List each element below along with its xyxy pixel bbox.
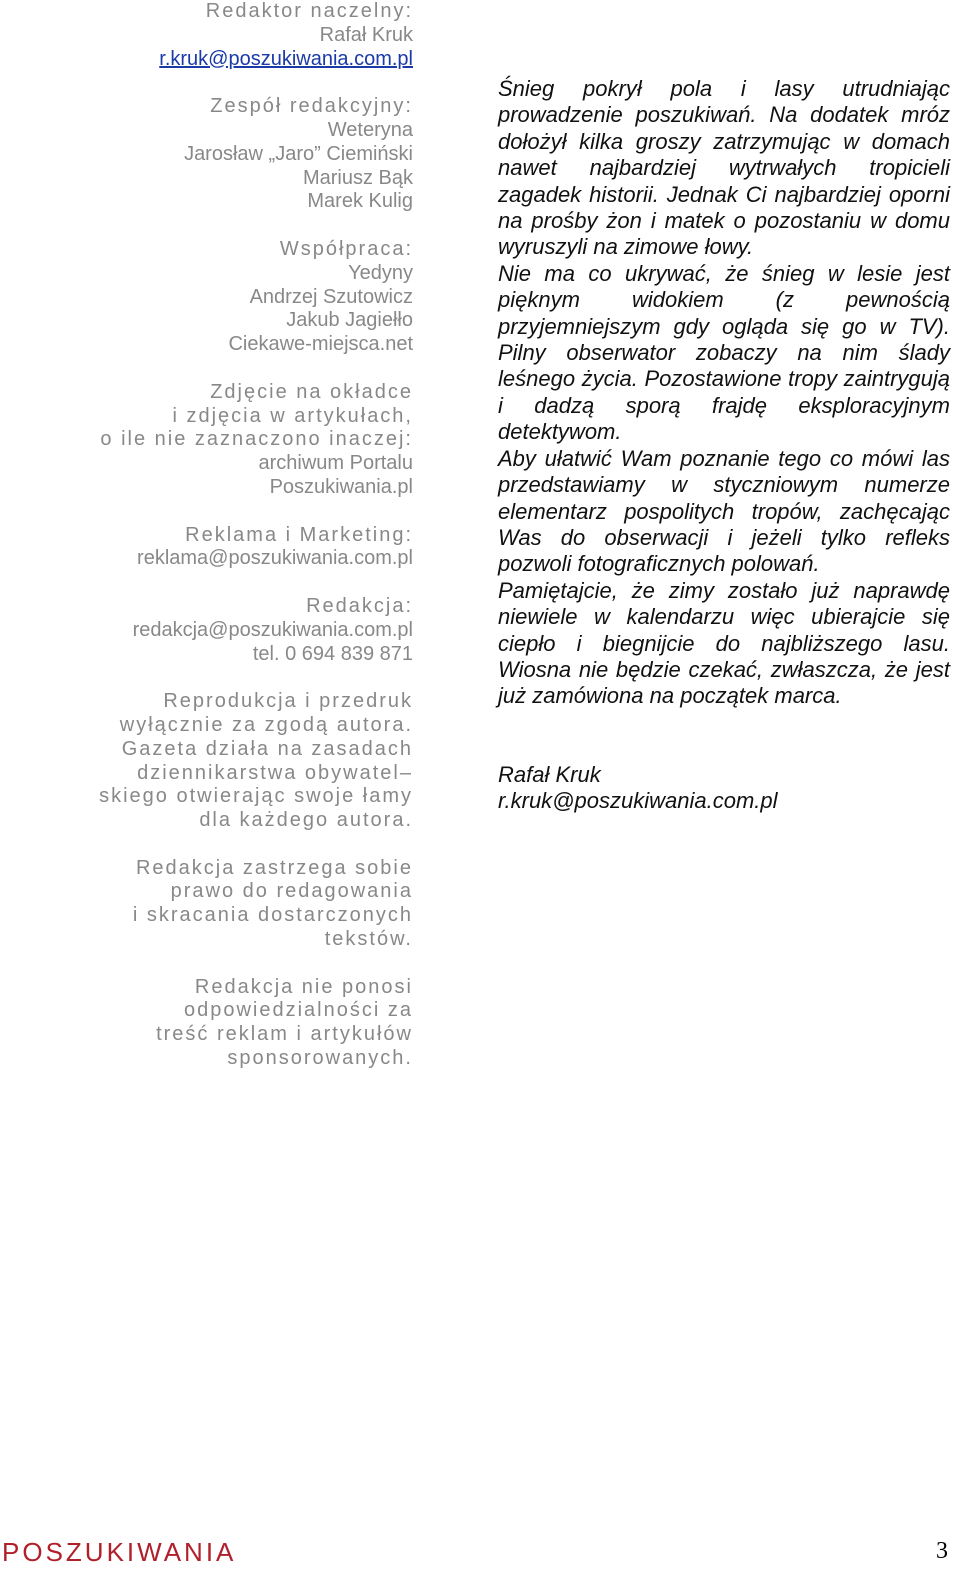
reprint-line: skiego otwierając swoje łamy	[99, 785, 413, 808]
liability-line: treść reklam i artykułów	[156, 1023, 413, 1046]
office-phone: tel. 0 694 839 871	[252, 642, 413, 665]
reprint-line: dla każdego autora.	[199, 809, 413, 832]
team-member: Marek Kulig	[307, 190, 413, 213]
editor-label: Redaktor naczelny:	[205, 0, 413, 22]
editing-line: prawo do redagowania	[170, 880, 413, 903]
masthead	[60, 0, 413, 1095]
cooperation-label: Współpraca:	[279, 237, 413, 260]
photo-label-line: o ile nie zaznaczono inaczej:	[100, 428, 413, 451]
office-email: redakcja@poszukiwania.com.pl	[132, 618, 413, 641]
masthead-liability	[60, 976, 413, 1071]
editorial-paragraph: Nie ma co ukrywać, że śnieg w lesie jest pięknym widokiem (z pewnością przyjemniejszym gdy ogląda się go w TV). Pilny obserwator zobaczy na nim ślady leśnego życia. Pozostawione tropy zaintrygują i dadzą sporą frajdę eksploracyjnym detektywom.	[498, 260, 950, 445]
liability-line: sponsorowanych.	[227, 1047, 413, 1070]
editor-name: Rafał Kruk	[319, 23, 413, 46]
editing-line: i skracania dostarczonych	[132, 904, 413, 927]
team-member: Jarosław „Jaro” Ciemiński	[184, 142, 413, 165]
editing-line: tekstów.	[324, 928, 413, 951]
footer-brand: POSZUKIWANIA	[2, 1537, 237, 1567]
masthead-editor	[60, 0, 413, 71]
masthead-team	[60, 95, 413, 214]
editorial-paragraph: Pamiętajcie, że zimy zostało już naprawdę niewiele w kalendarzu więc ubierajcie się ciepło i biegnijcie do najbliższego lasu. Wiosna nie będzie czekać, zwłaszcza, że jest już zamówiona na początek marca.	[498, 577, 950, 709]
cooperation-member: Yedyny	[348, 261, 413, 284]
signature-email: r.kruk@poszukiwania.com.pl	[498, 788, 778, 814]
masthead-cooperation	[60, 238, 413, 357]
photo-label-line: i zdjęcia w artykułach,	[172, 404, 413, 427]
ads-label: Reklama i Marketing:	[185, 523, 413, 546]
team-member: Weteryna	[327, 118, 413, 141]
photo-source-line: Poszukiwania.pl	[269, 475, 413, 498]
reprint-line: dziennikarstwa obywatel–	[137, 761, 413, 784]
photo-label-line: Zdjęcie na okładce	[210, 380, 413, 403]
reprint-line: Gazeta działa na zasadach	[121, 737, 413, 760]
masthead-reprint	[60, 690, 413, 833]
masthead-ads	[60, 524, 413, 572]
photo-source-line: archiwum Portalu	[258, 452, 413, 475]
masthead-office	[60, 595, 413, 666]
editing-line: Redakcja zastrzega sobie	[135, 856, 413, 879]
cooperation-member: Jakub Jagiełło	[286, 309, 413, 332]
editorial-signature	[498, 762, 950, 815]
team-member: Mariusz Bąk	[302, 166, 413, 189]
team-label: Zespół redakcyjny:	[210, 95, 413, 118]
liability-line: Redakcja nie ponosi	[194, 975, 413, 998]
signature-name: Rafał Kruk	[498, 761, 601, 787]
reprint-line: Reprodukcja i przedruk	[163, 690, 413, 713]
editorial-paragraph: Aby ułatwić Wam poznanie tego co mówi las przedstawiamy w styczniowym numerze elementarz pospolitych tropów, zachęcając Was do obserwacji i jeżeli tylko refleks pozwoli fotograficznych polowań.	[498, 445, 950, 577]
masthead-editing	[60, 857, 413, 952]
editor-email-link[interactable]: r.kruk@poszukiwania.com.pl	[159, 47, 413, 70]
cooperation-member: Ciekawe-miejsca.net	[228, 333, 413, 356]
office-label: Redakcja:	[306, 594, 413, 617]
editorial	[498, 76, 950, 815]
page-number: 3	[936, 1538, 948, 1564]
editorial-paragraph: Śnieg pokrył pola i lasy utrudniając prowadzenie poszukiwań. Na dodatek mróz dołożył kilka groszy zatrzymując w domach nawet najbardziej wytrwałych tropicieli zagadek historii. Jednak Ci najbardziej oporni na prośby żon i matek o pozostaniu w domu wyruszyli na zimowe łowy.	[498, 76, 950, 260]
reprint-line: wyłącznie za zgodą autora.	[119, 713, 413, 736]
masthead-photos	[60, 381, 413, 500]
liability-line: odpowiedzialności za	[183, 999, 413, 1022]
cooperation-member: Andrzej Szutowicz	[249, 285, 413, 308]
ads-email: reklama@poszukiwania.com.pl	[137, 547, 413, 570]
